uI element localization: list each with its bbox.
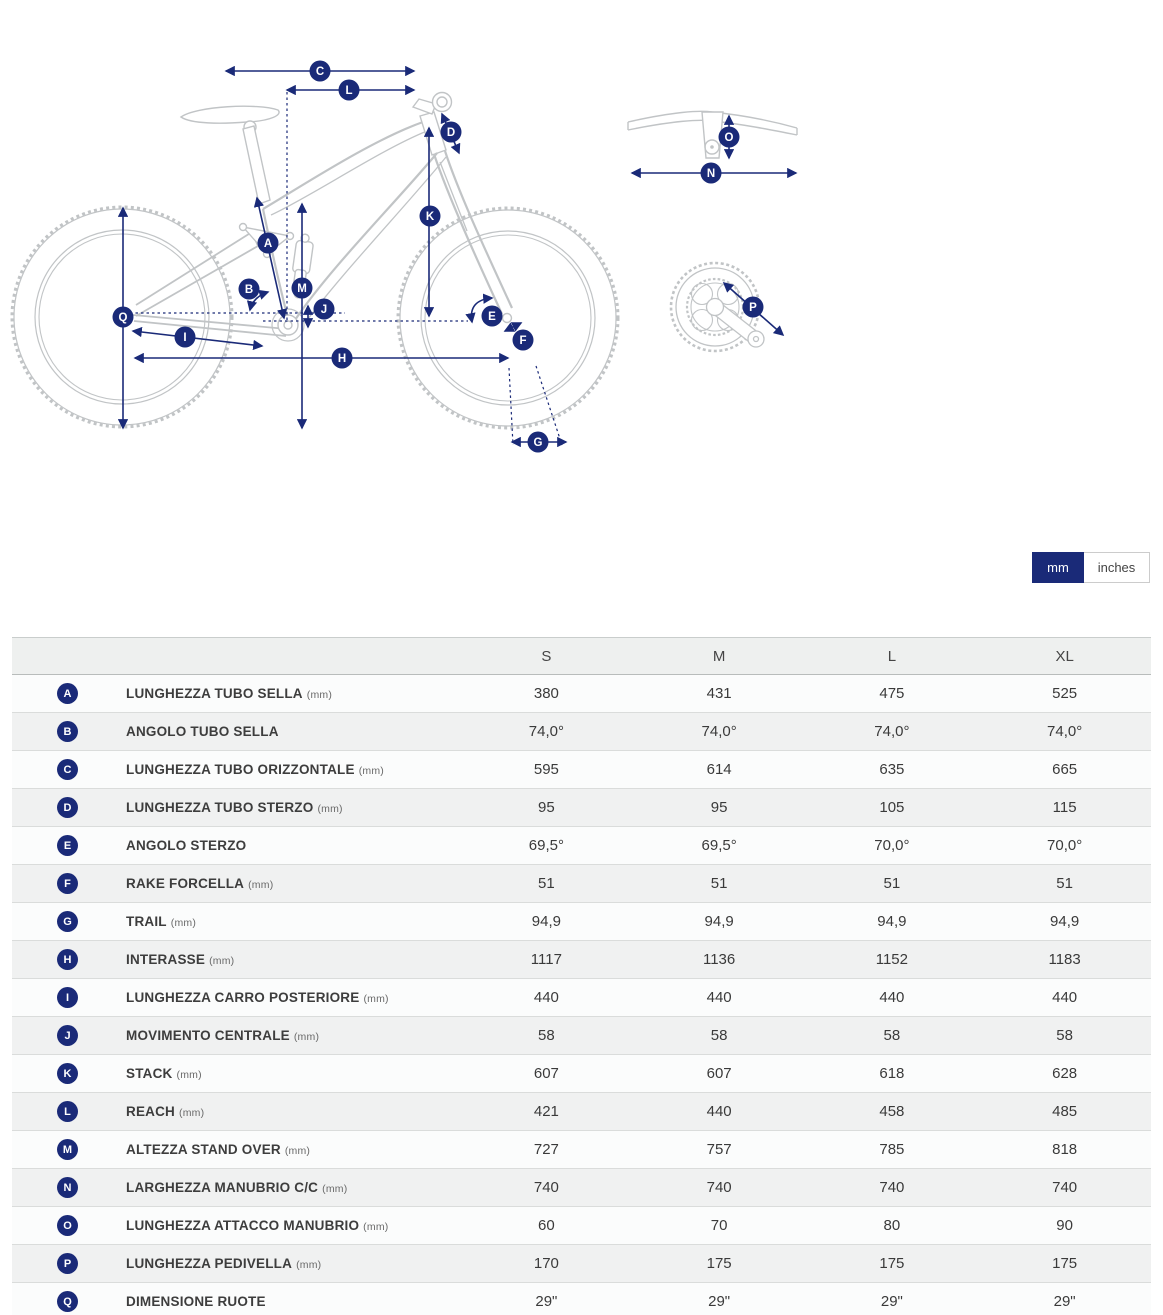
marker-K [420,206,441,227]
row-value: 29" [880,1293,903,1310]
row-value: 170 [533,1255,559,1272]
row-value: 440 [879,989,905,1006]
marker-P [743,297,764,318]
row-label: LUNGHEZZA ATTACCO MANUBRIO (mm) [126,1218,389,1233]
row-unit: (mm) [170,917,197,929]
svg-text:D: D [446,127,456,139]
row-label: TRAIL (mm) [126,914,197,929]
marker-H [332,348,353,369]
row-value: 70,0° [1047,837,1083,854]
svg-text:O: O [724,132,734,144]
row-value: 421 [533,1103,559,1120]
table-row [12,1131,1151,1169]
row-label: LUNGHEZZA TUBO SELLA (mm) [126,686,333,701]
row-value: 607 [706,1065,732,1082]
svg-text:J: J [320,304,328,316]
row-unit: (mm) [296,1259,322,1271]
chain-stay [133,315,287,336]
row-value: 105 [879,799,905,816]
table-row [12,827,1151,865]
row-label: LARGHEZZA MANUBRIO C/C (mm) [126,1180,348,1195]
row-label: LUNGHEZZA PEDIVELLA (mm) [126,1256,322,1271]
row-badge: F [57,873,78,894]
table-row [12,1169,1151,1207]
row-unit: (mm) [176,1069,202,1081]
row-badge: K [57,1063,78,1084]
row-value: 458 [879,1103,905,1120]
row-value: 607 [533,1065,559,1082]
row-value: 94,9 [531,913,561,930]
svg-text:E: E [488,311,496,323]
row-value: 115 [1052,799,1077,816]
row-label: INTERASSE (mm) [126,952,235,967]
marker-M [292,278,313,299]
row-value: 51 [1056,875,1073,892]
marker-F [513,330,534,351]
row-value: 440 [533,989,559,1006]
row-badge: Q [57,1291,78,1312]
marker-G [528,432,549,453]
row-label: LUNGHEZZA CARRO POSTERIORE (mm) [126,990,389,1005]
row-value: 1117 [530,951,562,968]
table-header [12,638,1151,675]
row-value: 94,9 [1050,913,1080,930]
size-header-s: S [541,647,552,665]
row-value: 95 [538,799,555,816]
marker-Q [113,307,134,328]
row-unit: (mm) [209,955,235,967]
seat-tube [263,209,289,322]
row-value: 80 [883,1217,901,1234]
row-value: 757 [706,1141,732,1158]
svg-text:F: F [519,335,527,347]
row-value: 475 [879,685,905,702]
dim-A [257,198,284,318]
marker-D [441,122,462,143]
svg-text:P: P [749,302,757,314]
unit-toggle-mm[interactable]: mm [1032,552,1084,583]
row-value: 818 [1052,1141,1078,1158]
row-label: ALTEZZA STAND OVER (mm) [126,1142,311,1157]
table-row [12,865,1151,903]
row-value: 740 [533,1179,559,1196]
row-value: 431 [706,685,732,702]
row-value: 440 [706,1103,732,1120]
table-row [12,1245,1151,1283]
row-badge: N [57,1177,78,1198]
row-badge: B [57,721,78,742]
svg-text:C: C [315,66,325,78]
saddle [181,106,279,123]
row-badge: I [57,987,78,1008]
row-value: 740 [706,1179,732,1196]
row-label: DIMENSIONE RUOTE [126,1294,266,1309]
marker-J [314,299,335,320]
row-badge: J [57,1025,78,1046]
row-value: 51 [883,875,901,892]
row-value: 1136 [702,951,736,968]
table-row [12,1017,1151,1055]
row-badge: L [57,1101,78,1122]
table-row [12,713,1151,751]
row-value: 618 [879,1065,905,1082]
row-label: LUNGHEZZA TUBO ORIZZONTALE (mm) [126,762,384,777]
row-value: 74,0° [1047,723,1083,740]
svg-text:I: I [183,332,187,344]
row-value: 94,9 [704,913,734,930]
handlebar-top-view [628,111,797,158]
row-badge: O [57,1215,78,1236]
front-dropout [503,314,512,323]
row-unit: (mm) [317,803,343,815]
marker-E [482,306,503,327]
row-value: 727 [533,1141,559,1158]
svg-text:L: L [345,85,353,97]
row-badge: G [57,911,78,932]
dim-F [505,323,521,331]
table-row [12,751,1151,789]
row-value: 525 [1052,685,1078,702]
row-value: 70 [710,1217,728,1234]
bike-geometry-diagram [0,40,1163,510]
row-unit: (mm) [322,1183,348,1195]
row-value: 94,9 [877,913,907,930]
unit-toggle-inches[interactable]: inches [1084,552,1150,583]
table-row [12,675,1151,713]
row-value: 29" [535,1293,558,1310]
svg-text:M: M [297,283,307,295]
row-label: ANGOLO TUBO SELLA [126,724,279,739]
row-badge: H [57,949,78,970]
row-badge: C [57,759,78,780]
marker-O [719,127,740,148]
row-value: 440 [706,989,732,1006]
row-value: 51 [538,875,555,892]
row-unit: (mm) [179,1107,205,1119]
handlebar-end [433,93,452,112]
row-badge: D [57,797,78,818]
row-value: 58 [883,1027,901,1044]
row-label: REACH (mm) [126,1104,205,1119]
row-value: 595 [533,761,559,778]
row-unit: (mm) [248,879,274,891]
marker-A [258,233,279,254]
row-unit: (mm) [363,993,389,1005]
row-value: 74,0° [528,723,564,740]
row-unit: (mm) [363,1221,389,1233]
row-value: 1152 [875,951,908,968]
row-label: LUNGHEZZA TUBO STERZO (mm) [126,800,343,815]
geometry-table [12,637,1151,1315]
row-value: 58 [710,1027,728,1044]
row-value: 1183 [1048,951,1081,968]
row-unit: (mm) [293,1031,320,1043]
row-value: 60 [538,1217,555,1234]
row-value: 175 [1052,1255,1078,1272]
row-value: 175 [706,1255,732,1272]
row-label: RAKE FORCELLA (mm) [126,876,274,891]
table-row [12,1055,1151,1093]
svg-text:N: N [706,168,716,180]
svg-text:H: H [337,353,347,365]
row-unit: (mm) [358,765,384,777]
row-badge: P [57,1253,78,1274]
row-label: ANGOLO STERZO [126,838,247,853]
table-row [12,941,1151,979]
row-value: 70,0° [874,837,910,854]
table-row [12,1093,1151,1131]
svg-text:G: G [533,437,543,449]
row-value: 665 [1052,761,1078,778]
marker-C [310,61,331,82]
size-header-m: M [712,647,726,665]
fork [434,154,502,314]
row-label: MOVIMENTO CENTRALE (mm) [126,1028,320,1043]
row-value: 29" [708,1293,731,1310]
svg-text:K: K [425,211,435,223]
table-row [12,789,1151,827]
row-badge: M [57,1139,78,1160]
bike-side-view [12,93,618,429]
row-value: 740 [879,1179,905,1196]
seatpost [243,126,270,204]
marker-B [239,279,260,300]
row-value: 95 [710,799,728,816]
svg-text:A: A [263,238,273,250]
size-header-l: L [887,647,897,665]
row-value: 740 [1052,1179,1078,1196]
row-value: 175 [879,1255,905,1272]
table-row [12,1207,1151,1245]
svg-text:B: B [244,284,254,296]
unit-toggle [1032,552,1150,583]
table-body [12,675,1151,1315]
size-header-xl: XL [1055,647,1074,665]
table-row [12,903,1151,941]
row-value: 58 [1056,1027,1073,1044]
row-value: 380 [533,685,559,702]
row-value: 29" [1053,1293,1076,1310]
row-value: 485 [1052,1103,1078,1120]
table-row [12,979,1151,1017]
row-value: 440 [1052,989,1078,1006]
row-value: 90 [1056,1217,1073,1234]
row-value: 74,0° [701,723,737,740]
row-value: 635 [879,761,905,778]
table-row [12,1283,1151,1315]
row-value: 785 [879,1141,905,1158]
row-label: STACK (mm) [126,1066,202,1081]
marker-N [701,163,722,184]
row-value: 69,5° [701,837,737,854]
row-badge: A [57,683,78,704]
marker-I [175,327,196,348]
dim-I [133,331,262,346]
svg-text:Q: Q [118,312,128,324]
marker-L [339,80,360,101]
row-unit: (mm) [284,1145,311,1157]
row-value: 628 [1052,1065,1078,1082]
row-unit: (mm) [306,689,333,701]
row-badge: E [57,835,78,856]
row-value: 51 [710,875,728,892]
row-value: 58 [538,1027,555,1044]
pedal-hole [748,331,764,347]
bottom-bracket [278,315,298,335]
row-value: 74,0° [874,723,910,740]
row-value: 69,5° [528,837,564,854]
row-value: 614 [706,761,732,778]
